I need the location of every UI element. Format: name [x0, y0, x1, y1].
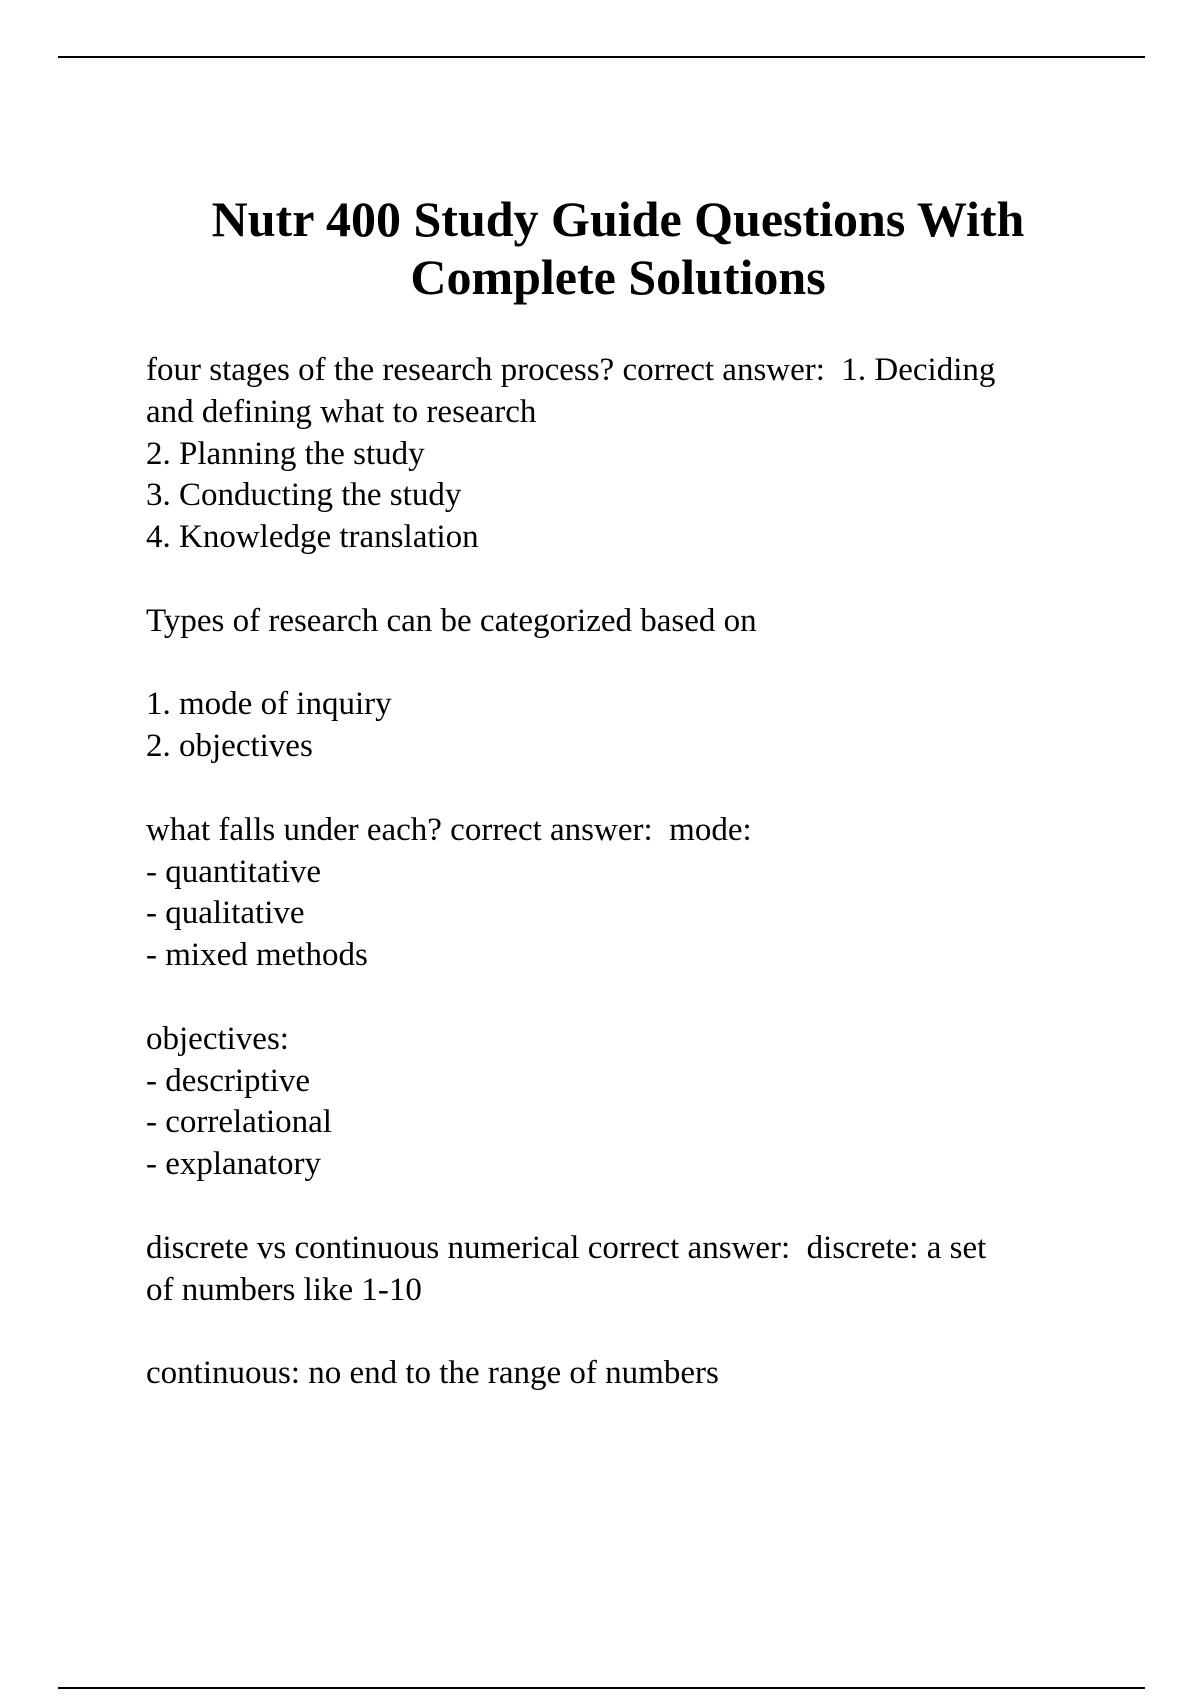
list-item: - descriptive [146, 1062, 311, 1099]
list-item: 2. Planning the study [146, 435, 425, 472]
list-item: - explanatory [146, 1146, 322, 1183]
document-body [146, 350, 1086, 1395]
question-intro: Types of research can be categorized based on [146, 602, 757, 639]
footer-rule [58, 1687, 1145, 1689]
paragraph-gap [146, 559, 1086, 601]
list-item: - mixed methods [146, 937, 368, 974]
question-discrete-continuous [146, 1228, 1086, 1395]
list-item: - quantitative [146, 853, 322, 890]
list-item: 2. objectives [146, 728, 313, 765]
answer-text: continuous: no end to the range of numbers [146, 1355, 719, 1392]
question-research-types [146, 601, 1086, 1186]
question-text-continued: of numbers like 1-10 [146, 1271, 422, 1308]
paragraph-gap [146, 643, 1086, 685]
question-text: what falls under each? correct answer: mode: [146, 811, 752, 848]
list-item: - correlational [146, 1104, 332, 1141]
paragraph-gap [146, 768, 1086, 810]
question-text-continued: and defining what to research [146, 393, 537, 430]
question-text: four stages of the research process? correct answer: 1. Deciding [146, 352, 996, 388]
question-research-stages [146, 350, 1086, 559]
list-item: 3. Conducting the study [146, 477, 462, 514]
paragraph-gap [146, 977, 1086, 1019]
header-rule [58, 56, 1145, 58]
objectives-heading: objectives: [146, 1020, 289, 1057]
title-line-1: Nutr 400 Study Guide Questions With [211, 191, 1025, 247]
list-item: - qualitative [146, 895, 305, 932]
list-item: 4. Knowledge translation [146, 519, 479, 556]
title-line-2: Complete Solutions [410, 249, 826, 305]
document-title [0, 190, 1200, 306]
paragraph-gap [146, 1186, 1086, 1228]
list-item: 1. mode of inquiry [146, 686, 392, 723]
question-text: discrete vs continuous numerical correct answer: discrete: a set [146, 1229, 987, 1266]
paragraph-gap [146, 1311, 1086, 1353]
